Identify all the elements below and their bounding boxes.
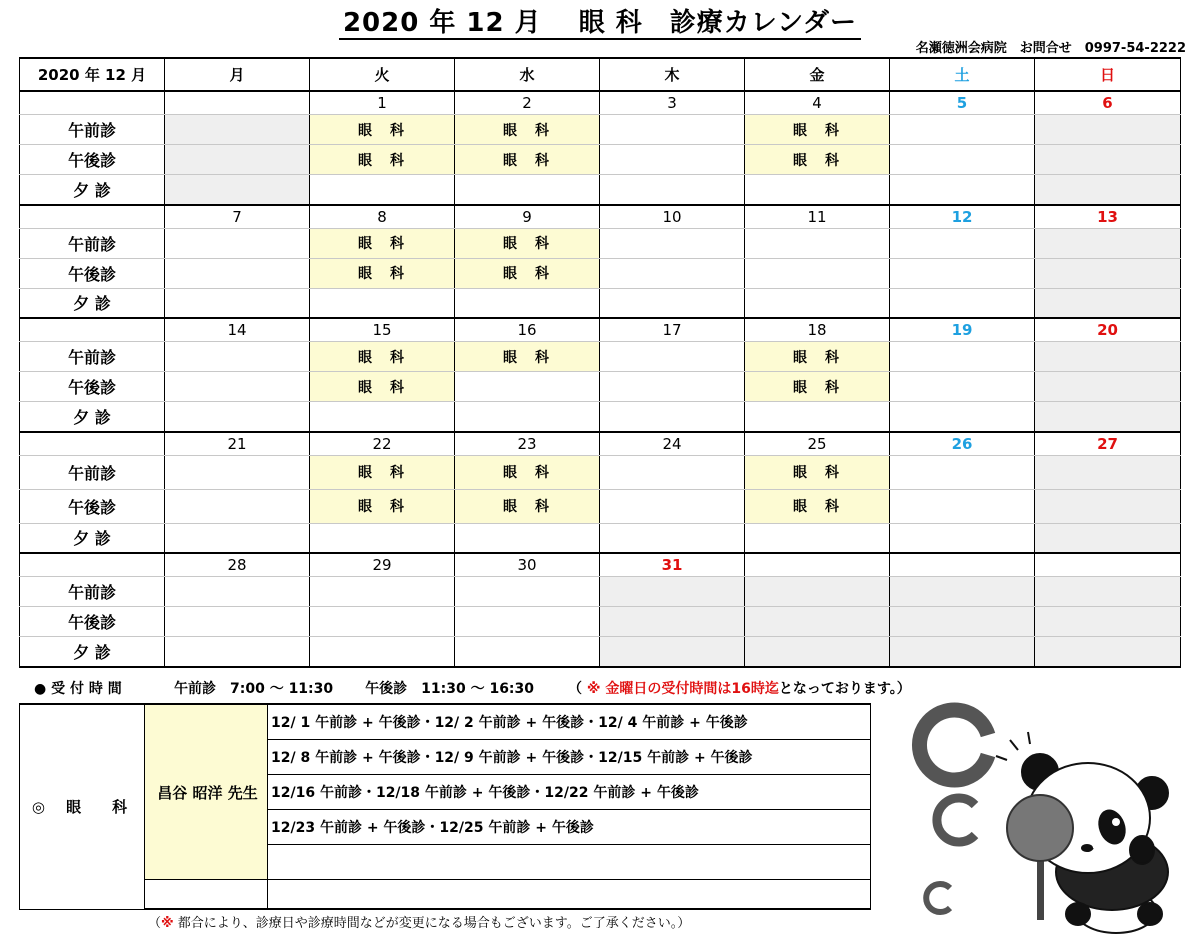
- empty-cell: [165, 258, 310, 288]
- empty-cell: [600, 228, 745, 258]
- date-cell: 26: [890, 432, 1035, 456]
- closed-cell: [600, 577, 745, 607]
- closed-cell: [1035, 455, 1181, 489]
- date-cell: 10: [600, 205, 745, 229]
- weekday-header: 日: [1035, 58, 1181, 91]
- schedule-row: 12/23 午前診 + 午後診・12/25 午前診 + 午後診: [268, 810, 871, 845]
- date-cell: 21: [165, 432, 310, 456]
- empty-cell: [310, 175, 455, 205]
- empty-cell: [165, 455, 310, 489]
- closed-cell: [165, 115, 310, 145]
- empty-cell: [890, 523, 1035, 553]
- empty-cell: [310, 523, 455, 553]
- closed-cell: [1035, 145, 1181, 175]
- closed-cell: [1035, 288, 1181, 318]
- weekday-header: 水: [455, 58, 600, 91]
- date-cell: 17: [600, 318, 745, 342]
- empty-cell: [455, 288, 600, 318]
- empty-cell: [600, 455, 745, 489]
- date-cell: [1035, 553, 1181, 577]
- date-row: [20, 205, 1181, 229]
- empty-cell: [890, 228, 1035, 258]
- clinic-open-cell: 眼 科: [455, 455, 600, 489]
- hours-label: ● 受 付 時 間: [34, 681, 122, 697]
- date-cell: 16: [455, 318, 600, 342]
- empty-cell: [745, 523, 890, 553]
- closed-cell: [745, 637, 890, 667]
- empty-cell: [310, 288, 455, 318]
- date-row-blank: [20, 91, 165, 115]
- closed-cell: [1035, 523, 1181, 553]
- empty-cell: [165, 288, 310, 318]
- empty-cell: [165, 402, 310, 432]
- slot-row: [20, 402, 1181, 432]
- empty-cell: [600, 115, 745, 145]
- empty-cell: [455, 607, 600, 637]
- hours-note: （ ※ 金曜日の受付時間は16時迄となっております。）: [568, 681, 911, 697]
- date-cell: 5: [890, 91, 1035, 115]
- clinic-open-cell: 眼 科: [455, 228, 600, 258]
- empty-cell: [455, 523, 600, 553]
- empty-cell: [890, 175, 1035, 205]
- slot-row: [20, 523, 1181, 553]
- empty-cell: [165, 228, 310, 258]
- slot-label: 夕 診: [20, 523, 165, 553]
- date-cell: [745, 553, 890, 577]
- empty-cell: [310, 577, 455, 607]
- empty-cell: [890, 258, 1035, 288]
- empty-cell: [600, 372, 745, 402]
- empty-cell: [890, 342, 1035, 372]
- closed-cell: [745, 577, 890, 607]
- empty-cell: [890, 372, 1035, 402]
- slot-row: [20, 577, 1181, 607]
- empty-cell: [600, 145, 745, 175]
- slot-label: 夕 診: [20, 288, 165, 318]
- closed-cell: [1035, 175, 1181, 205]
- slot-label: 午前診: [20, 342, 165, 372]
- slot-row: [20, 342, 1181, 372]
- clinic-open-cell: 眼 科: [310, 455, 455, 489]
- slot-row: [20, 145, 1181, 175]
- footnote: （※ 都合により、診療日や診療時間などが変更になる場合もございます。ご了承ください。）: [148, 916, 691, 931]
- clinic-open-cell: 眼 科: [745, 372, 890, 402]
- slot-row: [20, 455, 1181, 489]
- slot-label: 午後診: [20, 258, 165, 288]
- page-title: 2020 年 12 月 眼 科 診療カレンダー: [0, 2, 1200, 39]
- calendar-header-row: [20, 58, 1181, 91]
- empty-cell: [165, 489, 310, 523]
- date-row-blank: [20, 318, 165, 342]
- empty-cell: [165, 342, 310, 372]
- schedule-row: 12/16 午前診・12/18 午前診 + 午後診・12/22 午前診 + 午後診: [268, 775, 871, 810]
- slot-label: 午後診: [20, 372, 165, 402]
- date-cell: 3: [600, 91, 745, 115]
- date-cell: 1: [310, 91, 455, 115]
- date-row: [20, 91, 1181, 115]
- landolt-ring-small: [926, 884, 950, 912]
- empty-cell: [890, 288, 1035, 318]
- empty-cell: [165, 607, 310, 637]
- date-cell: 28: [165, 553, 310, 577]
- slot-label: 午前診: [20, 577, 165, 607]
- empty-cell: [310, 607, 455, 637]
- closed-cell: [1035, 115, 1181, 145]
- empty-cell: [745, 402, 890, 432]
- calendar-corner-label: 2020 年 12 月: [20, 58, 165, 91]
- closed-cell: [890, 637, 1035, 667]
- empty-cell: [600, 489, 745, 523]
- doctor-schedule-table: [19, 703, 871, 910]
- date-cell: 27: [1035, 432, 1181, 456]
- doctor-empty-cell: [145, 880, 268, 910]
- occluder: [1007, 795, 1073, 861]
- schedule-row: 12/ 1 午前診 + 午後診・12/ 2 午前診 + 午後診・12/ 4 午前診 + 午後診: [268, 704, 871, 740]
- closed-cell: [1035, 258, 1181, 288]
- schedule-row: [268, 845, 871, 880]
- date-row: [20, 432, 1181, 456]
- empty-cell: [745, 288, 890, 318]
- empty-cell: [165, 637, 310, 667]
- date-cell: 2: [455, 91, 600, 115]
- clinic-open-cell: 眼 科: [745, 342, 890, 372]
- empty-cell: [600, 523, 745, 553]
- empty-cell: [165, 372, 310, 402]
- date-cell: 29: [310, 553, 455, 577]
- date-cell: 11: [745, 205, 890, 229]
- date-row-blank: [20, 432, 165, 456]
- empty-cell: [890, 145, 1035, 175]
- clinic-open-cell: 眼 科: [455, 145, 600, 175]
- clinic-open-cell: 眼 科: [310, 228, 455, 258]
- weekday-header: 火: [310, 58, 455, 91]
- clinic-open-cell: 眼 科: [310, 342, 455, 372]
- closed-cell: [1035, 372, 1181, 402]
- empty-cell: [600, 342, 745, 372]
- slot-row: [20, 228, 1181, 258]
- clinic-open-cell: 眼 科: [310, 145, 455, 175]
- clinic-open-cell: 眼 科: [745, 145, 890, 175]
- empty-cell: [745, 175, 890, 205]
- empty-cell: [455, 372, 600, 402]
- slot-row: [20, 607, 1181, 637]
- closed-cell: [600, 607, 745, 637]
- closed-cell: [1035, 607, 1181, 637]
- hours-am: 午前診 7:00 ～ 11:30: [174, 681, 334, 697]
- contact-info: 名瀬徳洲会病院 お問合せ 0997-54-2222: [915, 41, 1186, 56]
- empty-cell: [165, 577, 310, 607]
- empty-cell: [890, 489, 1035, 523]
- slot-label: 夕 診: [20, 637, 165, 667]
- date-cell: 6: [1035, 91, 1181, 115]
- slot-row: [20, 372, 1181, 402]
- empty-cell: [745, 258, 890, 288]
- closed-cell: [165, 145, 310, 175]
- slot-row: [20, 637, 1181, 667]
- closed-cell: [890, 577, 1035, 607]
- slot-label: 夕 診: [20, 175, 165, 205]
- date-row-blank: [20, 205, 165, 229]
- empty-cell: [455, 577, 600, 607]
- landolt-ring-large: [919, 710, 988, 780]
- empty-cell: [310, 637, 455, 667]
- doctor-name: 昌谷 昭洋 先生: [145, 704, 268, 880]
- closed-cell: [165, 175, 310, 205]
- empty-cell: [600, 258, 745, 288]
- empty-cell: [745, 228, 890, 258]
- slot-row: [20, 175, 1181, 205]
- empty-cell: [890, 115, 1035, 145]
- date-cell: 23: [455, 432, 600, 456]
- slot-label: 夕 診: [20, 402, 165, 432]
- clinic-open-cell: 眼 科: [310, 115, 455, 145]
- date-cell: 31: [600, 553, 745, 577]
- slot-row: [20, 258, 1181, 288]
- slot-row: [20, 288, 1181, 318]
- date-cell: 18: [745, 318, 890, 342]
- date-cell: [890, 553, 1035, 577]
- empty-cell: [890, 402, 1035, 432]
- closed-cell: [745, 607, 890, 637]
- closed-cell: [1035, 342, 1181, 372]
- schedule-row: 12/ 8 午前診 + 午後診・12/ 9 午前診 + 午後診・12/15 午前診 + 午後診: [268, 740, 871, 775]
- weekday-header: 木: [600, 58, 745, 91]
- closed-cell: [1035, 489, 1181, 523]
- date-cell: 15: [310, 318, 455, 342]
- clinic-open-cell: 眼 科: [455, 489, 600, 523]
- weekday-header: 土: [890, 58, 1035, 91]
- date-cell: 25: [745, 432, 890, 456]
- empty-cell: [600, 288, 745, 318]
- clinic-open-cell: 眼 科: [310, 372, 455, 402]
- panda-eye-test-icon: [890, 700, 1195, 935]
- closed-cell: [890, 607, 1035, 637]
- clinic-open-cell: 眼 科: [310, 489, 455, 523]
- empty-cell: [600, 402, 745, 432]
- date-cell: 4: [745, 91, 890, 115]
- clinic-open-cell: 眼 科: [455, 115, 600, 145]
- clinic-open-cell: 眼 科: [745, 489, 890, 523]
- empty-cell: [455, 175, 600, 205]
- date-row: [20, 553, 1181, 577]
- slot-label: 午前診: [20, 228, 165, 258]
- slot-label: 午後診: [20, 607, 165, 637]
- closed-cell: [600, 637, 745, 667]
- slot-label: 午後診: [20, 145, 165, 175]
- closed-cell: [1035, 402, 1181, 432]
- date-cell: 22: [310, 432, 455, 456]
- calendar-table: [19, 57, 1181, 668]
- weekday-header: 月: [165, 58, 310, 91]
- date-cell: 14: [165, 318, 310, 342]
- date-cell: 12: [890, 205, 1035, 229]
- schedule-row: [268, 880, 871, 910]
- empty-cell: [455, 637, 600, 667]
- date-cell: 19: [890, 318, 1035, 342]
- landolt-ring-medium: [937, 798, 975, 842]
- empty-cell: [165, 523, 310, 553]
- clinic-open-cell: 眼 科: [310, 258, 455, 288]
- empty-cell: [310, 402, 455, 432]
- clinic-open-cell: 眼 科: [455, 258, 600, 288]
- date-cell: 24: [600, 432, 745, 456]
- date-cell: 30: [455, 553, 600, 577]
- slot-label: 午前診: [20, 455, 165, 489]
- weekday-header: 金: [745, 58, 890, 91]
- date-cell: 7: [165, 205, 310, 229]
- clinic-open-cell: 眼 科: [455, 342, 600, 372]
- slot-row: [20, 489, 1181, 523]
- date-row-blank: [20, 553, 165, 577]
- closed-cell: [1035, 637, 1181, 667]
- empty-cell: [600, 175, 745, 205]
- dept-cell: ◎ 眼 科: [20, 704, 145, 909]
- date-cell: 9: [455, 205, 600, 229]
- clinic-open-cell: 眼 科: [745, 115, 890, 145]
- slot-row: [20, 115, 1181, 145]
- reception-hours: [34, 678, 911, 698]
- clinic-open-cell: 眼 科: [745, 455, 890, 489]
- slot-label: 午前診: [20, 115, 165, 145]
- slot-label: 午後診: [20, 489, 165, 523]
- date-cell: 13: [1035, 205, 1181, 229]
- date-row: [20, 318, 1181, 342]
- empty-cell: [455, 402, 600, 432]
- date-cell: 20: [1035, 318, 1181, 342]
- hours-pm: 午後診 11:30 ～ 16:30: [365, 681, 535, 697]
- closed-cell: [1035, 228, 1181, 258]
- closed-cell: [1035, 577, 1181, 607]
- date-cell: [165, 91, 310, 115]
- empty-cell: [890, 455, 1035, 489]
- date-cell: 8: [310, 205, 455, 229]
